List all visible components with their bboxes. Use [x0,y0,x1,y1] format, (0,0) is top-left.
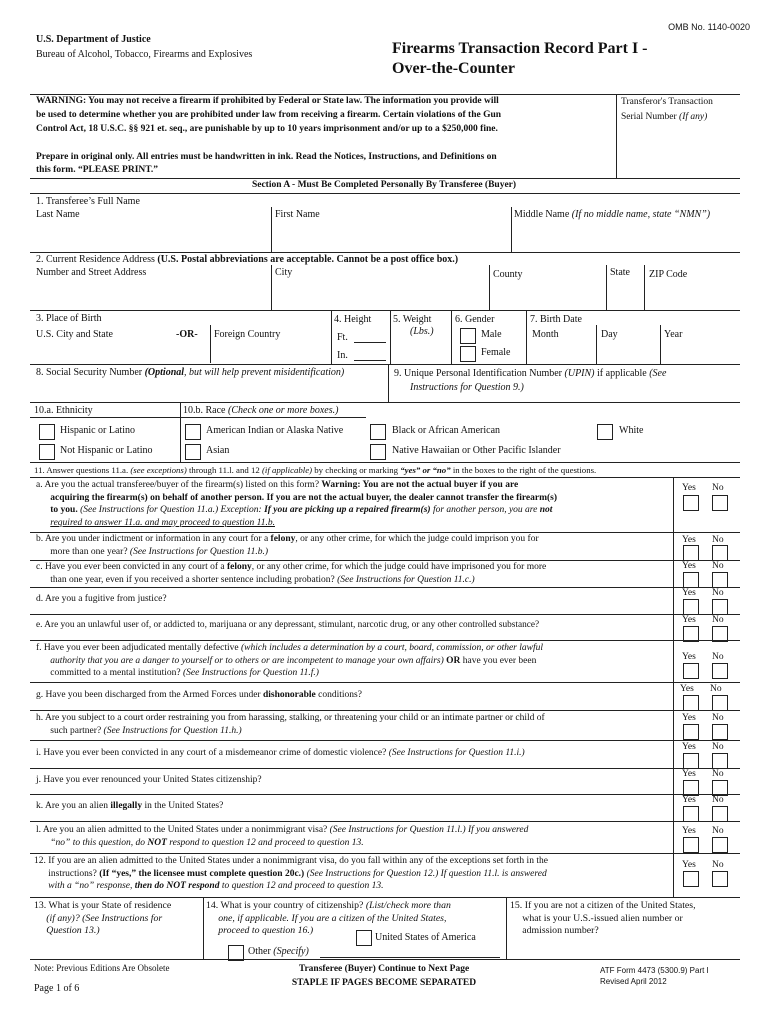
hispanic-label: Hispanic or Latino [60,425,135,436]
q11f-no-label: No [712,652,724,662]
q11d-no-checkbox[interactable] [712,599,728,615]
q11a-no-label: No [712,483,724,493]
race-american-indian-checkbox[interactable] [185,424,201,440]
usa-label: United States of America [375,932,476,943]
q11b-yes-label: Yes [682,535,696,545]
q11j-yes-label: Yes [682,769,696,779]
omb-number: OMB No. 1140-0020 [668,22,750,32]
q11j: j. Have you ever renounced your United States citizenship? [36,775,262,785]
bureau-name: Bureau of Alcohol, Tobacco, Firearms and Explosives [36,49,253,60]
county-label: County [493,269,523,280]
q11i-no-label: No [712,742,724,752]
race-white-checkbox[interactable] [597,424,613,440]
q12-yes-checkbox[interactable] [683,871,699,887]
q11b-yes-checkbox[interactable] [683,545,699,561]
other-citizenship-label: Other (Specify) [248,946,309,957]
q11-intro: 11. Answer questions 11.a. (see exceptions) through 11.l. and 12 (if applicable) by checking or marking “yes” or “no” in the boxes to the right of the questions. [34,465,597,475]
q6-label: 6. Gender [455,314,495,325]
not-hispanic-label: Not Hispanic or Latino [60,445,153,456]
warning-line-2: be used to determine whether you are prohibited under law from receiving a firearm. Certain violations of the Gun [36,110,502,120]
q11b-no-checkbox[interactable] [712,545,728,561]
q11f: f. Have you ever been adjudicated mentally defective (which includes a determination by a court, board, commission, or other lawful authority that you are a danger to yourself or to others or are incompetent to manage your own affairs) OR have you ever been committed to a mental institution? (See Instructions for Question 11.f.) [36,643,543,679]
q11l-no-label: No [712,826,724,836]
q11h-yes-label: Yes [682,713,696,723]
race-asian-label: Asian [206,445,230,456]
q11c-yes-checkbox[interactable] [683,572,699,588]
q4-label: 4. Height [334,314,372,325]
q10a-label: 10.a. Ethnicity [34,405,93,416]
page-subtitle: Over-the-Counter [392,60,515,77]
inches-input[interactable] [354,360,386,361]
q11k-no-checkbox[interactable] [712,806,728,822]
male-checkbox[interactable] [460,328,476,344]
other-citizenship-input[interactable] [320,957,500,958]
race-pacific-islander-checkbox[interactable] [370,444,386,460]
q11h: h. Are you subject to a court order restraining you from harassing, stalking, or threatening your child or an intimate partner or child of such partner? (See Instructions for Question 11.h.) [36,713,545,736]
female-label: Female [481,347,511,358]
q11l-no-checkbox[interactable] [712,837,728,853]
female-checkbox[interactable] [460,346,476,362]
state-label: State [610,267,630,278]
staple-note: STAPLE IF PAGES BECOME SEPARATED [291,978,477,988]
warning-line-3: Control Act, 18 U.S.C. §§ 921 et. seq., are punishable by up to 10 years imprisonment and/or up to a $250,000 fine. [36,124,498,134]
q11j-no-label: No [712,769,724,779]
male-label: Male [481,329,502,340]
q11a-yes-checkbox[interactable] [683,495,699,511]
page-title: Firearms Transaction Record Part I - [392,40,648,57]
race-asian-checkbox[interactable] [185,444,201,460]
street-label: Number and Street Address [36,267,147,278]
q11d: d. Are you a fugitive from justice? [36,594,167,604]
revised-date: Revised April 2012 [600,977,667,986]
q11b-no-label: No [712,535,724,545]
q11a-yes-label: Yes [682,483,696,493]
q11k-yes-label: Yes [682,795,696,805]
first-name-label: First Name [275,209,320,220]
q10b-label: 10.b. Race (Check one or more boxes.) [183,405,339,416]
usa-citizenship-checkbox[interactable] [356,930,372,946]
q11f-yes-checkbox[interactable] [683,663,699,679]
q11e-yes-label: Yes [682,615,696,625]
q8-label: 8. Social Security Number (Optional, but will help prevent misidentification) [36,367,345,378]
q11i-yes-label: Yes [682,742,696,752]
q11d-yes-label: Yes [682,588,696,598]
q15: 15. If you are not a citizen of the United States, what is your U.S.-issued alien number or admission number? [510,900,696,937]
day-label: Day [601,329,618,340]
not-hispanic-checkbox[interactable] [39,444,55,460]
q11l: l. Are you an alien admitted to the United States under a nonimmigrant visa? (See Instructions for Question 11.l.) If you answered “no” to this question, do NOT respond to question 12 and proceed to question 13. [36,825,529,848]
q11g-yes-checkbox[interactable] [683,695,699,711]
serial-label-2: Serial Number (If any) [621,112,708,122]
q9-label: 9. Unique Personal Identification Number (UPIN) if applicable (See [394,368,667,379]
city-label: City [275,267,293,278]
ft-label: Ft. [337,332,348,343]
q11h-no-checkbox[interactable] [712,724,728,740]
continue-note: Transferee (Buyer) Continue to Next Page [298,964,470,974]
q11g: g. Have you been discharged from the Armed Forces under dishonorable conditions? [36,690,362,700]
q9-instructions: Instructions for Question 9.) [410,382,524,393]
address-input-area[interactable] [36,282,736,308]
q5-label: 5. Weight [393,314,432,325]
serial-label: Transferor's Transaction [621,97,713,107]
q11i-no-checkbox[interactable] [712,753,728,769]
foreign-country-label: Foreign Country [214,329,281,340]
middle-name-label: Middle Name (If no middle name, state “NMN”) [514,209,711,220]
q2-label: 2. Current Residence Address (U.S. Postal abbreviations are acceptable. Cannot be a post office box.) [36,254,459,265]
q11i-yes-checkbox[interactable] [683,753,699,769]
q3-label: 3. Place of Birth [36,313,102,324]
page-number: Page 1 of 6 [34,983,80,994]
race-white-label: White [619,425,644,436]
footer-note: Note: Previous Editions Are Obsolete [34,963,170,973]
race-pacific-islander-label: Native Hawaiian or Other Pacific Islander [392,445,561,456]
q11g-no-checkbox[interactable] [712,695,728,711]
q11h-no-label: No [712,713,724,723]
q11k-yes-checkbox[interactable] [683,806,699,822]
q12: 12. If you are an alien admitted to the United States under a nonimmigrant visa, do you fall within any of the exceptions set forth in the instructions? (If “yes,” the licensee must complete question 20c.) (See Instructions for Question 12.) If question 11.l. is answered with a “no” response, then do NOT respond to question 12 and proceed to question 13. [34,856,548,892]
q1-label: 1. Transferee’s Full Name [36,196,140,207]
hispanic-checkbox[interactable] [39,424,55,440]
full-name-input-area[interactable] [36,222,736,250]
month-label: Month [532,329,559,340]
or-label: -OR- [176,329,198,340]
q11a-no-checkbox[interactable] [712,495,728,511]
q12-no-label: No [712,860,724,870]
warning-line-1: WARNING: You may not receive a firearm if prohibited by Federal or State law. The information you provide will [36,96,499,106]
q11f-yes-label: Yes [682,652,696,662]
race-black-checkbox[interactable] [370,424,386,440]
q11k-no-label: No [712,795,724,805]
q13: 13. What is your State of residence (if any)? (See Instructions for Question 13.) [34,900,172,937]
prepare-line-1: Prepare in original only. All entries must be handwritten in ink. Read the Notices, Instructions, and Definitions on [36,152,497,162]
agency-name: U.S. Department of Justice [36,34,151,45]
q12-no-checkbox[interactable] [712,871,728,887]
q11i: i. Have you ever been convicted in any court of a misdemeanor crime of domestic violence? (See Instructions for Question 11.i.) [36,748,525,758]
q11k: k. Are you an alien illegally in the United States? [36,801,224,811]
in-label: In. [337,350,348,361]
feet-input[interactable] [354,342,386,343]
q11c-yes-label: Yes [682,561,696,571]
section-a-heading: Section A - Must Be Completed Personally By Transferee (Buyer) [251,180,517,190]
q11h-yes-checkbox[interactable] [683,724,699,740]
q11a: a. Are you the actual transferee/buyer of the firearm(s) listed on this form? Warning: You are not the actual buyer if you are acquiring the firearm(s) on behalf of another person. If you are not the actual buyer, the dealer cannot transfer the firearm(s) to you. (See Instructions for Question 11.a.) Exception: If you are picking up a repaired firearm(s) for another person, you are not required to answer 11.a. and may proceed to question 11.b. [36,480,558,528]
q11d-yes-checkbox[interactable] [683,599,699,615]
q11l-yes-checkbox[interactable] [683,837,699,853]
zip-label: ZIP Code [649,269,688,280]
prepare-line-2: this form. “PLEASE PRINT.” [36,165,159,175]
q11f-no-checkbox[interactable] [712,663,728,679]
q11c-no-label: No [712,561,724,571]
q11g-no-label: No [710,684,722,694]
q7-label: 7. Birth Date [530,314,582,325]
q14: 14. What is your country of citizenship? (List/check more than one, if applicable. If you are a citizen of the United States, proceed to question 16.) [206,900,451,937]
q11e: e. Are you an unlawful user of, or addicted to, marijuana or any depressant, stimulant, narcotic drug, or any other controlled substance? [36,620,540,630]
q11g-yes-label: Yes [680,684,694,694]
year-label: Year [664,329,683,340]
q11l-yes-label: Yes [682,826,696,836]
q11d-no-label: No [712,588,724,598]
race-american-indian-label: American Indian or Alaska Native [206,425,344,436]
race-black-label: Black or African American [392,425,501,436]
q12-yes-label: Yes [682,860,696,870]
q11e-no-label: No [712,615,724,625]
form-number: ATF Form 4473 (5300.9) Part I [600,966,709,975]
q11c-no-checkbox[interactable] [712,572,728,588]
us-city-state-label: U.S. City and State [36,329,113,340]
q11b: b. Are you under indictment or information in any court for a felony, or any other crime, for which the judge could imprison you for more than one year? (See Instructions for Question 11.b.) [36,534,539,557]
q11c: c. Have you ever been convicted in any court of a felony, or any other crime, for which the judge could have imprisoned you for more than one year, even if you received a shorter sentence including probation? (See Instructions for Question 11.c.) [36,562,547,585]
last-name-label: Last Name [36,209,80,220]
lbs-label: (Lbs.) [410,326,434,337]
